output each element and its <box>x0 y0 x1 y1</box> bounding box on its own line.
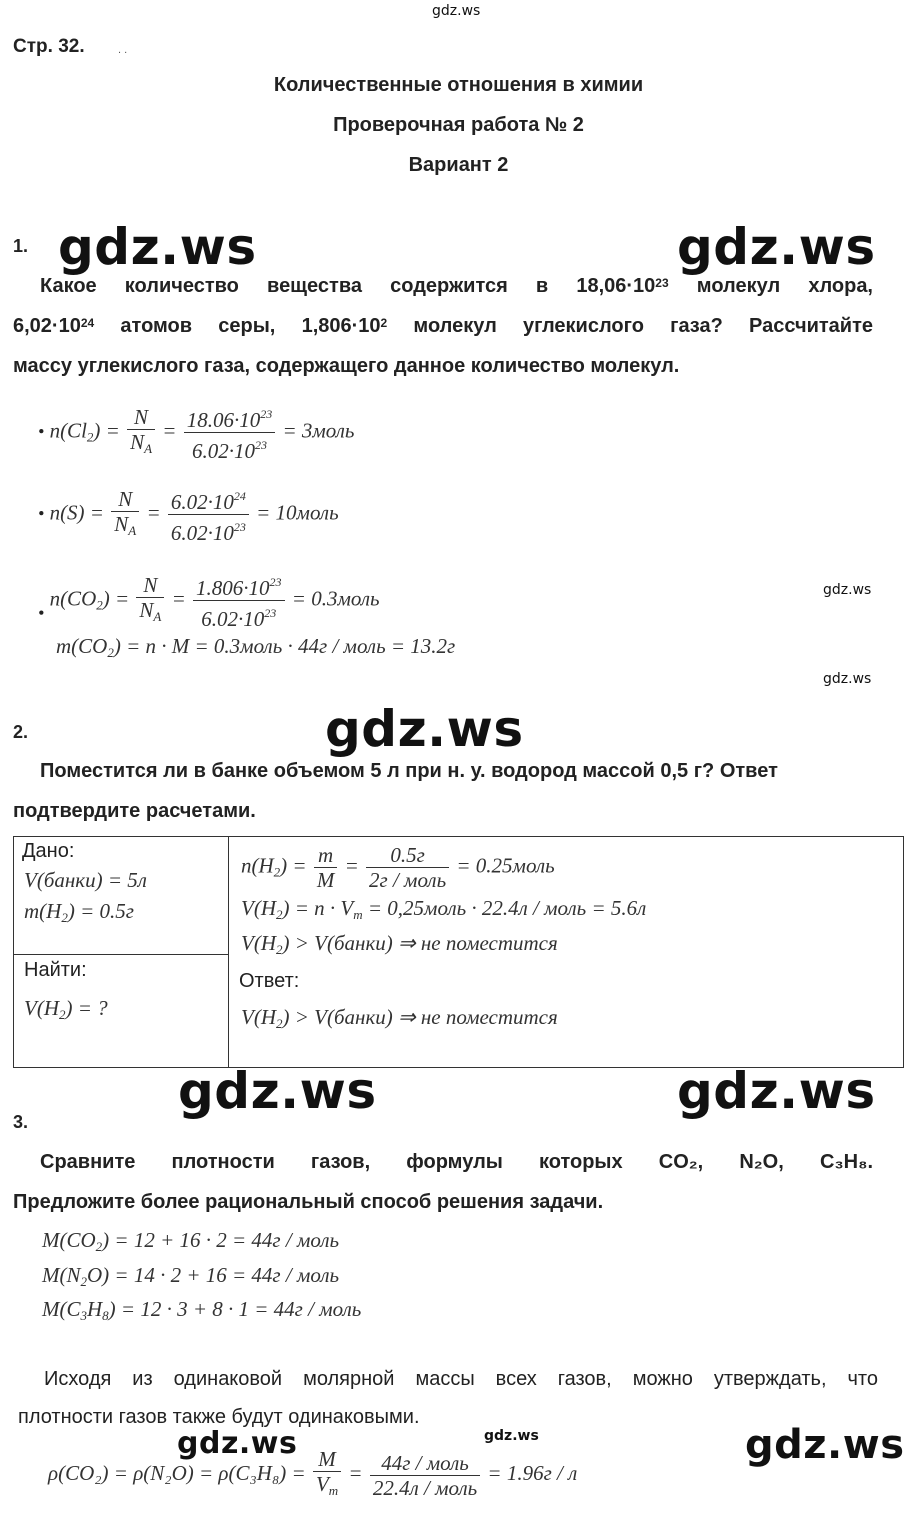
result: = 0.3моль <box>291 586 380 611</box>
numerator: M <box>313 1447 341 1472</box>
denominator: 6.02·10 <box>201 607 265 631</box>
given-label: Дано: <box>22 840 75 862</box>
numerator: 44г / моль <box>370 1451 480 1476</box>
formula-m-co2 <box>56 634 455 661</box>
given-cell <box>14 837 229 955</box>
formula-part: V(H <box>241 896 276 920</box>
watermark-small: gdz.ws <box>484 1428 539 1444</box>
fraction <box>184 402 276 463</box>
subscript: A <box>144 440 153 456</box>
bullet: • <box>38 503 45 524</box>
task3-line1: Сравните плотности газов, формулы которых CO₂, N₂O, C₃H₈. <box>40 1151 873 1173</box>
formula-part: n(Cl <box>49 418 87 443</box>
task1-statement <box>13 266 873 386</box>
watermark: gdz.ws <box>745 1422 905 1468</box>
fraction <box>136 573 164 629</box>
watermark: gdz.ws <box>677 1062 876 1120</box>
exponent: 23 <box>260 407 273 421</box>
formula-part: ρ(CO₂) = ρ(N₂O) = ρ(C₃H₈) = <box>48 1460 306 1485</box>
formula-part: n(CO <box>49 586 97 611</box>
formula-part: ) = ? <box>65 996 108 1020</box>
subscript: 2 <box>96 597 103 613</box>
subscript: 2 <box>276 907 283 922</box>
formula-part: ) = n · V <box>282 896 354 920</box>
watermark: gdz.ws <box>325 700 524 758</box>
task-number: 2. <box>13 722 29 742</box>
exponent: 24 <box>233 489 246 503</box>
fraction <box>168 484 249 545</box>
subscript: A <box>128 522 137 538</box>
subscript: 2 <box>276 942 283 957</box>
formula-part: ) > V(банки) ⇒ не поместится <box>282 1005 558 1029</box>
watermark: gdz.ws <box>177 1426 298 1461</box>
denominator: 22.4л / моль <box>372 1475 478 1500</box>
equals: = <box>146 500 161 525</box>
subscript: 2 <box>95 1239 103 1254</box>
find-formula <box>24 996 228 1023</box>
exponent: 23 <box>254 438 267 452</box>
formula-density <box>48 1447 577 1503</box>
exponent: 24 <box>80 316 95 330</box>
denominator: N <box>114 511 129 536</box>
conclusion-line2: плотности газов также будут одинаковыми. <box>18 1406 420 1428</box>
exponent: 23 <box>269 575 282 589</box>
formula-part: ) = <box>93 418 120 443</box>
formula-part: n(S) = <box>49 500 104 525</box>
subscript: 8 <box>102 1308 109 1323</box>
watermark-small: gdz.ws <box>823 582 872 598</box>
formula-part: H <box>87 1297 103 1321</box>
watermark-top: gdz.ws <box>432 3 481 19</box>
watermark-small: gdz.ws <box>823 671 872 687</box>
formula-part: M(N <box>42 1263 81 1287</box>
denominator: 2г / моль <box>369 868 447 892</box>
formula-part: V(H <box>241 931 276 955</box>
denominator: N <box>139 597 154 622</box>
solution-cell <box>229 837 904 1068</box>
answer-label: Ответ: <box>239 970 300 992</box>
formula-m-n2o <box>42 1263 339 1290</box>
numerator: N <box>136 573 164 598</box>
subscript: 2 <box>276 1016 283 1031</box>
formula-comparison <box>241 931 903 958</box>
task-number: 3. <box>13 1112 29 1132</box>
exponent: 23 <box>233 520 246 534</box>
task1-line3: массу углекислого газа, содержащего данное количество молекул. <box>13 355 680 377</box>
bullet: • <box>38 421 45 442</box>
given-mass <box>24 899 228 926</box>
fraction <box>370 1451 480 1500</box>
formula-n-co2 <box>38 570 380 631</box>
result: = 10моль <box>256 500 339 525</box>
numerator: m <box>314 843 338 868</box>
denominator: N <box>130 429 145 454</box>
subscript: 2 <box>86 429 94 445</box>
formula-n-h2 <box>241 843 903 892</box>
numerator: 6.02·10 <box>170 490 234 514</box>
task2-line2: подтвердите расчетами. <box>13 800 256 822</box>
formula-m-co2 <box>42 1228 339 1255</box>
subscript: m <box>353 907 363 922</box>
subscript: 2 <box>107 645 114 660</box>
answer-formula <box>241 1005 903 1032</box>
result: = 3моль <box>282 418 355 443</box>
stray-dots: . . <box>118 44 128 56</box>
task1-line2-a: 6,02·10 <box>13 315 81 337</box>
denominator: 6.02·10 <box>191 439 255 463</box>
subscript: 2 <box>273 864 281 880</box>
formula-part: ) = 12 + 16 · 2 = 44г / моль <box>102 1228 340 1252</box>
formula-v-h2 <box>241 896 903 923</box>
fraction <box>111 487 139 543</box>
numerator: 0.5г <box>366 843 449 868</box>
formula-part: O) = 14 · 2 + 16 = 44г / моль <box>87 1263 340 1287</box>
given-solution-table <box>13 836 904 1068</box>
subscript: 2 <box>80 1274 87 1289</box>
denominator: V <box>315 1472 329 1496</box>
formula-part: ) = 12 · 3 + 8 · 1 = 44г / моль <box>108 1297 362 1321</box>
formula-part: n(H <box>241 853 274 878</box>
task1-line1-pre: Какое количество вещества содержится в 18,06·10 <box>40 275 656 297</box>
denominator: M <box>316 868 335 892</box>
given-volume: V(банки) = 5л <box>24 868 147 892</box>
formula-m-c3h8 <box>42 1297 361 1324</box>
work-title: Проверочная работа № 2 <box>333 114 584 136</box>
subscript: 3 <box>80 1308 87 1323</box>
subscript: m <box>328 1483 339 1498</box>
exponent: 2 <box>380 316 388 330</box>
fraction <box>314 843 338 892</box>
watermark: gdz.ws <box>178 1062 377 1120</box>
formula-part: ) > V(банки) ⇒ не поместится <box>282 931 558 955</box>
conclusion-text: Исходя из одинаковой молярной массы всех газов, можно утверждать, что <box>44 1368 878 1390</box>
task1-line2-c: молекул углекислого газа? Рассчитайте <box>387 315 874 337</box>
result: = 1.96г / л <box>487 1460 578 1485</box>
subscript: 2 <box>59 1007 66 1022</box>
fraction <box>366 843 449 892</box>
fraction <box>313 1447 341 1503</box>
task-number: 1. <box>13 236 29 256</box>
formula-part: = 0,25моль · 22.4л / моль = 5.6л <box>362 896 647 920</box>
formula-part: ) = <box>280 853 307 878</box>
formula-n-cl2 <box>38 402 354 463</box>
task2-line1: Поместится ли в банке объемом 5 л при н. у. водород массой 0,5 г? Ответ <box>40 760 778 782</box>
equals: = <box>344 853 359 878</box>
fraction <box>193 570 285 631</box>
equals: = <box>162 418 177 443</box>
subscript: A <box>153 608 162 624</box>
equals: = <box>171 586 186 611</box>
task3-statement <box>13 1142 873 1222</box>
formula-part: ) = <box>102 586 130 611</box>
task3-line2: Предложите более рациональный способ решения задачи. <box>13 1191 604 1213</box>
numerator: N <box>127 405 155 430</box>
find-label: Найти: <box>24 959 87 981</box>
formula-part: ) = n · M = 0.3моль · 44г / моль = 13.2г <box>113 634 456 658</box>
subscript: 2 <box>61 910 68 925</box>
bullet: • <box>38 603 45 624</box>
watermark: gdz.ws <box>58 218 257 276</box>
formula-n-s <box>38 484 339 545</box>
numerator: 1.806·10 <box>196 576 270 600</box>
equals: = <box>348 1460 363 1485</box>
formula-part: m(H <box>24 899 62 923</box>
exponent: 23 <box>264 606 277 620</box>
formula-part: M(C <box>42 1297 81 1321</box>
variant-title: Вариант 2 <box>408 154 509 176</box>
formula-part: V(H <box>241 1005 276 1029</box>
find-cell <box>14 955 229 1068</box>
task1-line2-b: атомов серы, 1,806·10 <box>94 315 381 337</box>
formula-part: M(CO <box>42 1228 96 1252</box>
formula-part: m(CO <box>56 634 108 658</box>
result: = 0.25моль <box>456 853 555 878</box>
conclusion-line1 <box>44 1360 878 1398</box>
numerator: N <box>111 487 139 512</box>
page-title: Количественные отношения в химии <box>273 74 644 96</box>
fraction <box>127 405 155 461</box>
page-reference: Стр. 32. <box>13 36 85 57</box>
formula-part: V(H <box>24 996 59 1020</box>
denominator: 6.02·10 <box>170 521 234 545</box>
watermark: gdz.ws <box>677 218 876 276</box>
numerator: 18.06·10 <box>186 408 261 432</box>
exponent: 23 <box>655 276 669 290</box>
formula-part: ) = 0.5г <box>67 899 134 923</box>
task1-line1-post: молекул хлора, <box>668 275 873 297</box>
